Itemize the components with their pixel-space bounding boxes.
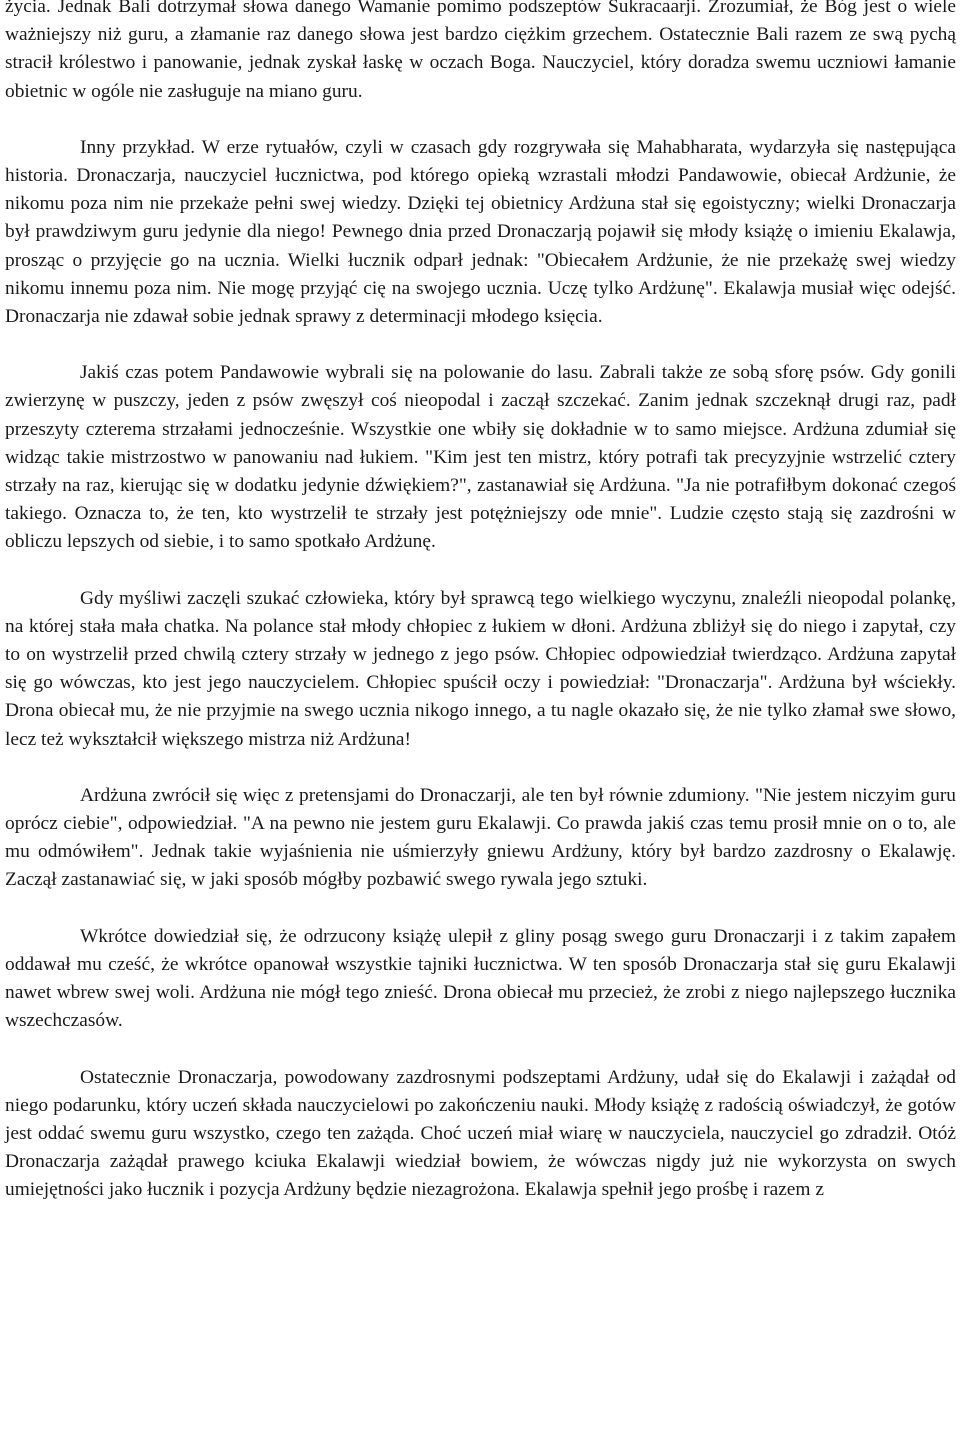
paragraph-7: Ostatecznie Dronaczarja, powodowany zazdrosnymi podszeptami Ardżuny, udał się do Ekalawji i zażądał od niego podarunku, który uczeń składa nauczycielowi po zakończeniu nauki. Młody książę z radością oświadczył, że gotów jest oddać swemu guru wszystko, czego ten zażąda. Choć uczeń miał wiarę w nauczyciela, nauczyciel go zdradził. Otóż Dronaczarja zażądał prawego kciuka Ekalawji wiedział bowiem, że wówczas nigdy już nie wykorzysta on swych umiejętności jako łucznik i pozycja Ardżuny będzie niezagrożona. Ekalawja spełnił jego prośbę i razem z (5, 1066, 956, 1201)
paragraph-2: Inny przykład. W erze rytuałów, czyli w czasach gdy rozgrywała się Mahabharata, wydarzyła się następująca historia. Dronaczarja, nauczyciel łucznictwa, pod którego opieką wzrastali młodzi Pandawowie, obiecał Ardżunie, że nikomu poza nim nie przekaże pełni swej wiedzy. Dzięki tej obietnicy Ardżuna stał się egoistyczny; wielki Dronaczarja był prawdziwym guru jedynie dla niego! Pewnego dnia przed Dronaczarją pojawił się młody książę o imieniu Ekalawja, prosząc o przyjęcie go na ucznia. Wielki łucznik odparł jednak: "Obiecałem Ardżunie, że nie przekażę swej wiedzy nikomu innemu poza nim. Nie mogę przyjąć cię na swojego ucznia. Uczę tylko Ardżunę". Ekalawja musiał więc odejść. Dronaczarja nie zdawał sobie jednak sprawy z determinacji młodego księcia. (5, 136, 956, 328)
paragraph-1: życia. Jednak Bali dotrzymał słowa danego Wamanie pomimo podszeptów Sukracaarji. Zrozumiał, że Bóg jest o wiele ważniejszy niż guru, a złamanie raz danego słowa jest bardzo ciężkim grzechem. Ostatecznie Bali razem ze swą pychą stracił królestwo i panowanie, jednak zyskał łaskę w oczach Boga. Nauczyciel, który doradza swemu uczniowi łamanie obietnic w ogóle nie zasługuje na miano guru. (5, 0, 956, 102)
paragraph-gap (5, 754, 956, 782)
paragraph-gap (5, 895, 956, 923)
paragraph-6: Wkrótce dowiedział się, że odrzucony książę ulepił z gliny posąg swego guru Dronaczarji i z takim zapałem oddawał mu cześć, że wkrótce opanował wszystkie tajniki łucznictwa. W ten sposób Dronaczarja stał się guru Ekalawji nawet wbrew swej woli. Ardżuna nie mógł tego znieść. Drona obiecał mu przecież, że zrobi z niego najlepszego łucznika wszechczasów. (5, 925, 956, 1032)
paragraph-5: Ardżuna zwrócił się więc z pretensjami do Dronaczarji, ale ten był równie zdumiony. "Nie jestem niczyim guru oprócz ciebie", odpowiedział. "A na pewno nie jestem guru Ekalawji. Co prawda jakiś czas temu prosił mnie on o to, ale mu odmówiłem". Jednak takie wyjaśnienia nie uśmierzyły gniewu Ardżuny, który był bardzo zazdrosny o Ekalawję. Zaczął zastanawiać się, w jaki sposób mógłby pozbawić swego rywala jego sztuki. (5, 784, 956, 891)
paragraph-gap (5, 1036, 956, 1064)
paragraph-gap (5, 557, 956, 585)
paragraph-3: Jakiś czas potem Pandawowie wybrali się na polowanie do lasu. Zabrali także ze sobą sforę psów. Gdy gonili zwierzynę w puszczy, jeden z psów zwęszył coś nieopodal i zaczął szczekać. Zanim jednak szczeknął drugi raz, padł przeszyty czterema strzałami jednocześnie. Wszystkie one wbiły się dokładnie w to samo miejsce. Ardżuna zdumiał się widząc takie mistrzostwo w panowaniu nad łukiem. "Kim jest ten mistrz, który potrafi tak precyzyjnie wstrzelić cztery strzały na raz, kierując się w dodatku jedynie dźwiękiem?", zastanawiał się Ardżuna. "Ja nie potrafiłbym dokonać czegoś takiego. Oznacza to, że ten, kto wystrzelił te strzały jest potężniejszy ode mnie". Ludzie często stają się zazdrośni w obliczu lepszych od siebie, i to samo spotkało Ardżunę. (5, 362, 956, 553)
paragraph-gap (5, 331, 956, 359)
paragraph-gap (5, 106, 956, 134)
paragraph-4: Gdy myśliwi zaczęli szukać człowieka, który był sprawcą tego wielkiego wyczynu, znaleźli nieopodal polankę, na której stała mała chatka. Na polance stał młody chłopiec z łukiem w dłoni. Ardżuna zbliżył się do niego i zapytał, czy to on wystrzelił przed chwilą cztery strzały w jednego z jego psów. Chłopiec odpowiedział twierdząco. Ardżuna zapytał się go wówczas, kto jest jego nauczycielem. Chłopiec spuścił oczy i powiedział: "Dronaczarja". Ardżuna był wściekły. Drona obiecał mu, że nie przyjmie na swego ucznia nikogo innego, a tu nagle okazało się, że nie tylko złamał swe słowo, lecz też wykształcił większego mistrza niż Ardżuna! (5, 587, 956, 750)
